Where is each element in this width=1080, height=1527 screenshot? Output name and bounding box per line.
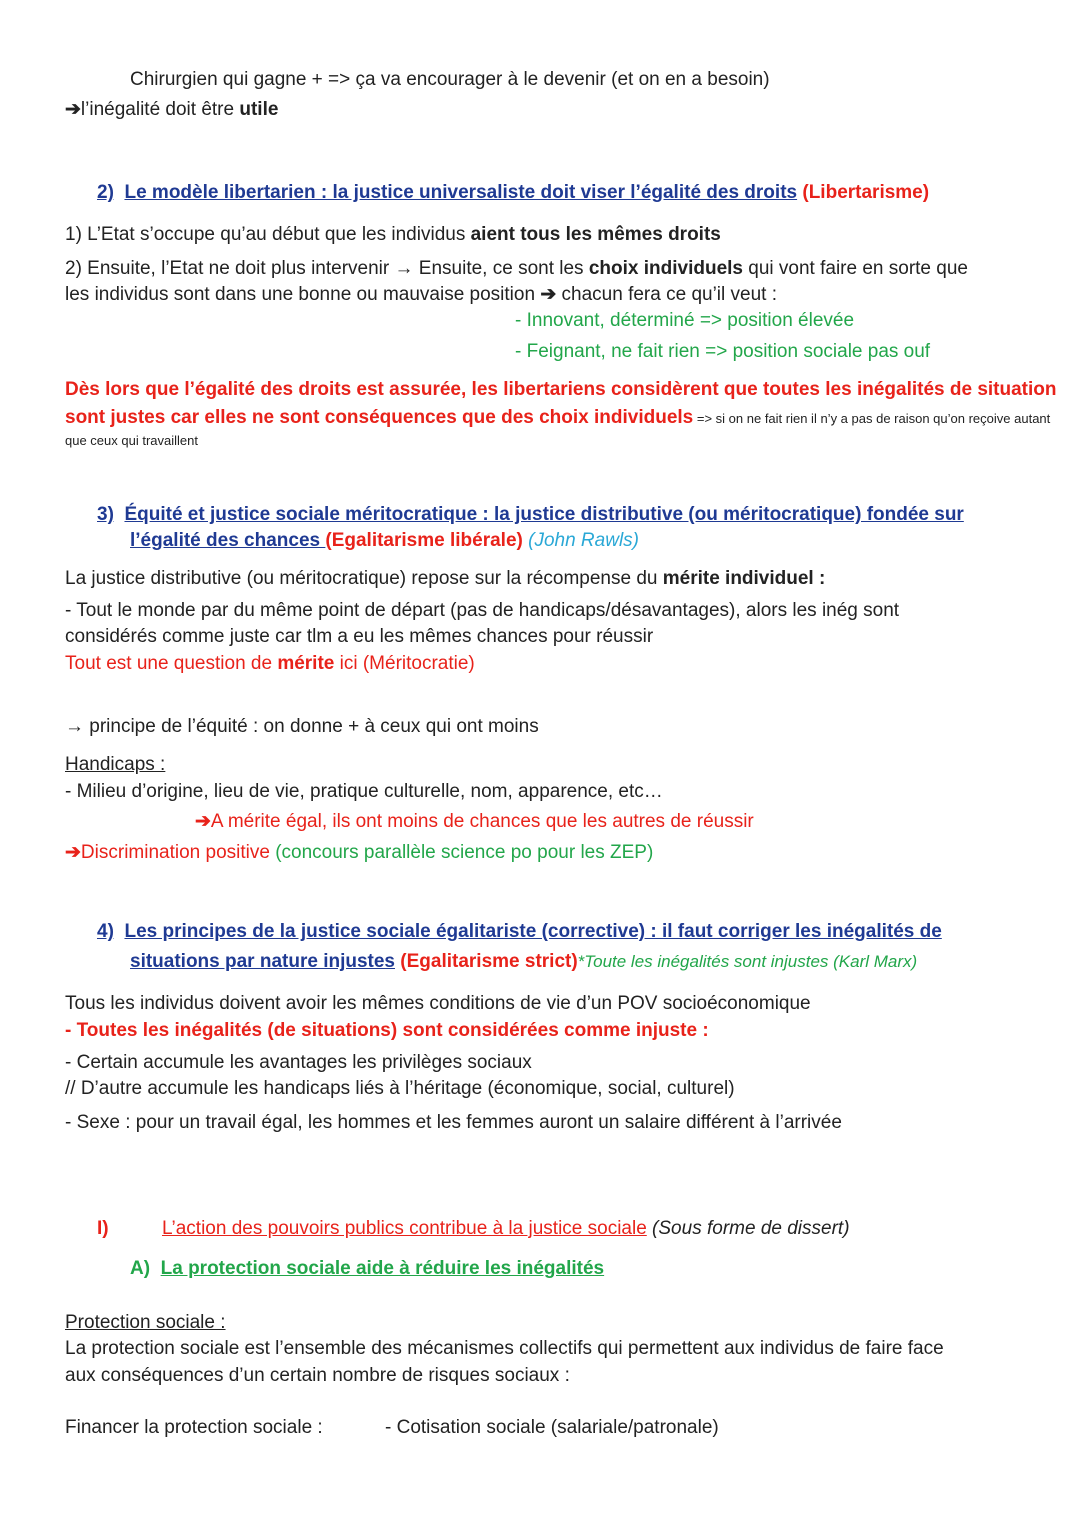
- s4-point-2: // D’autre accumule les handicaps liés à l’héritage (économique, social, culturel): [65, 1078, 735, 1099]
- arrow-right-icon: →: [394, 258, 414, 279]
- financing-item: - Cotisation sociale (salariale/patronale): [385, 1417, 719, 1438]
- s2-conclusion-1: Dès lors que l’égalité des droits est assurée, les libertariens considèrent que toutes les inégalités de situation: [65, 379, 1057, 400]
- part-1-number: I): [97, 1218, 109, 1239]
- intro-line: Chirurgien qui gagne + => ça va encourager à le devenir (et on en a besoin): [130, 69, 770, 90]
- section-3-heading-cont: l’égalité des chances (Egalitarisme libérale) (John Rawls): [130, 530, 639, 551]
- s3-point-1: - Tout le monde par du même point de départ (pas de handicaps/désavantages), alors les inég sont: [65, 600, 900, 621]
- section-4-heading-cont: situations par nature injustes (Egalitarisme strict)*Toute les inégalités sont injustes (Karl Marx): [130, 951, 918, 972]
- section-3-heading: 3) Équité et justice sociale méritocratique : la justice distributive (ou méritocratique) fondée sur: [97, 504, 964, 525]
- s4-point-1: - Certain accumule les avantages les privilèges sociaux: [65, 1052, 532, 1073]
- s2-conclusion-2: sont justes car elles ne sont conséquences que des choix individuels => si on ne fait rien il n’y a pas de raison qu’on reçoive autant: [65, 407, 1051, 428]
- s4-claim: - Toutes les inégalités (de situations) sont considérées comme injuste :: [65, 1020, 709, 1041]
- handicaps-title: Handicaps :: [65, 754, 166, 775]
- s3-intro: La justice distributive (ou méritocratique) repose sur la récompense du mérite individuel :: [65, 568, 826, 589]
- financing-label: Financer la protection sociale :: [65, 1417, 323, 1438]
- handicaps-list: - Milieu d’origine, lieu de vie, pratique culturelle, nom, apparence, etc…: [65, 781, 663, 802]
- intro-conclusion: ➔l’inégalité doit être utile: [65, 99, 279, 120]
- s3-equity: → principe de l’équité : on donne + à ceux qui ont moins: [65, 716, 539, 737]
- arrow-right-icon: ➔: [195, 811, 211, 832]
- s4-point-3: - Sexe : pour un travail égal, les hommes et les femmes auront un salaire différent à l’arrivée: [65, 1112, 842, 1133]
- s3-merit-note: Tout est une question de mérite ici (Méritocratie): [65, 653, 475, 674]
- subsection-a-heading: A) La protection sociale aide à réduire les inégalités: [130, 1258, 605, 1279]
- section-4-heading: 4) Les principes de la justice sociale égalitariste (corrective) : il faut corriger les inégalités de: [97, 921, 942, 942]
- positive-discrimination: ➔Discrimination positive (concours parallèle science po pour les ZEP): [65, 842, 654, 863]
- s2-conclusion-3: que ceux qui travaillent: [65, 433, 198, 448]
- s4-intro: Tous les individus doivent avoir les mêmes conditions de vie d’un POV socioéconomique: [65, 993, 811, 1014]
- protection-sociale-def: La protection sociale est l’ensemble des mécanismes collectifs qui permettent aux individus de faire face: [65, 1338, 944, 1359]
- s2-bullet-1: - Innovant, déterminé => position élevée: [515, 310, 855, 331]
- protection-sociale-title: Protection sociale :: [65, 1312, 226, 1333]
- part-1-heading: L’action des pouvoirs publics contribue à la justice sociale (Sous forme de dissert): [162, 1218, 850, 1239]
- s3-point-1-cont: considérés comme juste car tlm a eu les mêmes chances pour réussir: [65, 626, 654, 647]
- protection-sociale-def-cont: aux conséquences d’un certain nombre de risques sociaux :: [65, 1365, 570, 1386]
- s2-point-2-cont: les individus sont dans une bonne ou mauvaise position ➔ chacun fera ce qu’il veut :: [65, 284, 777, 305]
- arrow-right-icon: ➔: [65, 842, 81, 863]
- arrow-right-icon: ➔: [65, 99, 81, 120]
- s2-bullet-2: - Feignant, ne fait rien => position sociale pas ouf: [515, 341, 931, 362]
- section-2-heading: 2) Le modèle libertarien : la justice universaliste doit viser l’égalité des droits (Libertarisme): [97, 182, 930, 203]
- s2-point-2: 2) Ensuite, l’Etat ne doit plus intervenir → Ensuite, ce sont les choix individuels qui vont faire en sorte que: [65, 258, 968, 279]
- handicaps-consequence: ➔A mérite égal, ils ont moins de chances que les autres de réussir: [195, 811, 754, 832]
- s2-point-1: 1) L’Etat s’occupe qu’au début que les individus aient tous les mêmes droits: [65, 224, 721, 245]
- arrow-right-icon: ➔: [540, 284, 557, 305]
- arrow-right-icon: →: [65, 716, 84, 737]
